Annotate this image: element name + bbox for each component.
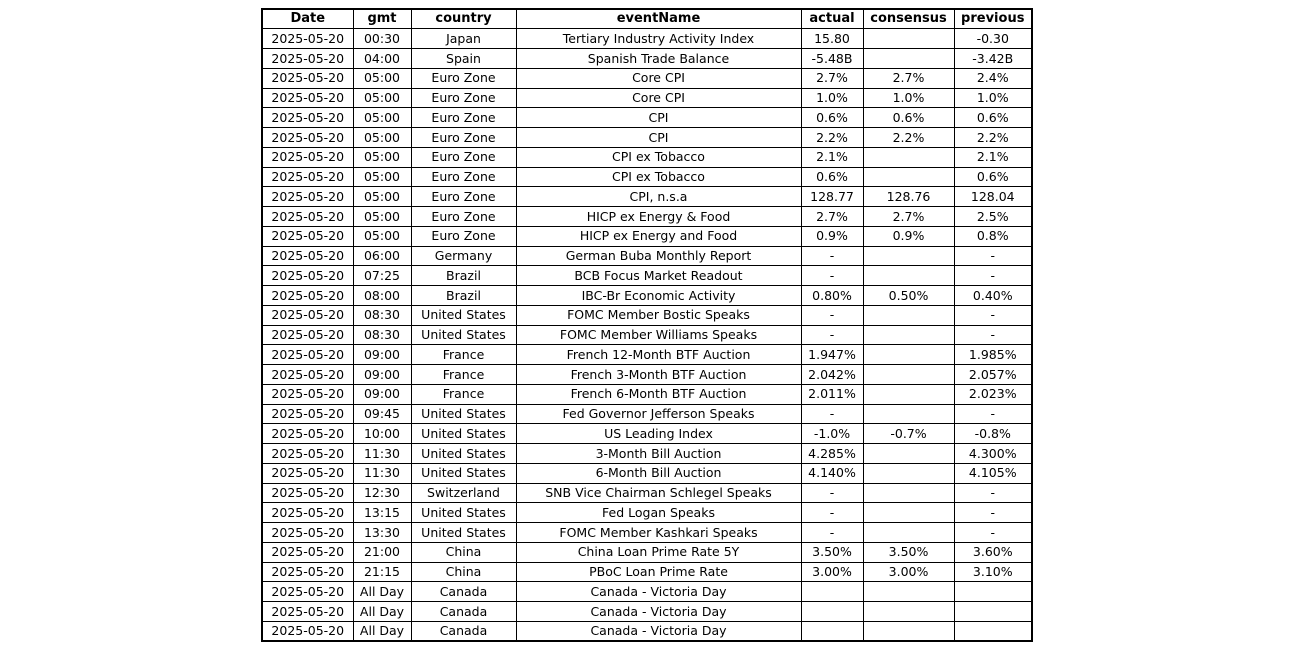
cell-date: 2025-05-20 xyxy=(262,108,353,128)
cell-consensus: 128.76 xyxy=(863,187,954,207)
table-row xyxy=(262,562,1032,582)
cell-previous: 0.6% xyxy=(954,167,1032,187)
cell-eventname: French 12-Month BTF Auction xyxy=(516,345,801,365)
cell-actual: 1.947% xyxy=(801,345,863,365)
cell-actual: 0.9% xyxy=(801,226,863,246)
cell-previous: 3.60% xyxy=(954,542,1032,562)
table-row xyxy=(262,246,1032,266)
column-header-actual: actual xyxy=(801,9,863,29)
cell-gmt: 04:00 xyxy=(353,49,411,69)
cell-previous xyxy=(954,582,1032,602)
cell-gmt: 21:00 xyxy=(353,542,411,562)
cell-gmt: 08:00 xyxy=(353,286,411,306)
cell-consensus: 2.7% xyxy=(863,68,954,88)
cell-eventname: HICP ex Energy & Food xyxy=(516,207,801,227)
cell-previous: 2.023% xyxy=(954,384,1032,404)
cell-date: 2025-05-20 xyxy=(262,542,353,562)
cell-eventname: 3-Month Bill Auction xyxy=(516,444,801,464)
table-row xyxy=(262,167,1032,187)
cell-country: United States xyxy=(411,503,516,523)
cell-actual: 3.50% xyxy=(801,542,863,562)
cell-gmt: 06:00 xyxy=(353,246,411,266)
cell-gmt: 08:30 xyxy=(353,305,411,325)
cell-eventname: FOMC Member Williams Speaks xyxy=(516,325,801,345)
cell-country: Canada xyxy=(411,602,516,622)
cell-actual: 0.80% xyxy=(801,286,863,306)
table-body xyxy=(262,29,1032,641)
cell-previous: - xyxy=(954,483,1032,503)
cell-date: 2025-05-20 xyxy=(262,602,353,622)
cell-country: Euro Zone xyxy=(411,226,516,246)
cell-date: 2025-05-20 xyxy=(262,523,353,543)
cell-previous: - xyxy=(954,523,1032,543)
cell-gmt: 10:00 xyxy=(353,424,411,444)
cell-consensus xyxy=(863,384,954,404)
cell-actual: 15.80 xyxy=(801,29,863,49)
cell-eventname: FOMC Member Kashkari Speaks xyxy=(516,523,801,543)
cell-previous: - xyxy=(954,404,1032,424)
cell-actual: - xyxy=(801,325,863,345)
cell-actual: 128.77 xyxy=(801,187,863,207)
cell-eventname: CPI ex Tobacco xyxy=(516,167,801,187)
cell-previous: -0.30 xyxy=(954,29,1032,49)
cell-eventname: Core CPI xyxy=(516,88,801,108)
cell-actual: - xyxy=(801,305,863,325)
cell-previous: 0.40% xyxy=(954,286,1032,306)
cell-country: Euro Zone xyxy=(411,128,516,148)
cell-eventname: 6-Month Bill Auction xyxy=(516,463,801,483)
header-row xyxy=(262,9,1032,29)
column-header-date: Date xyxy=(262,9,353,29)
cell-consensus xyxy=(863,582,954,602)
cell-country: Euro Zone xyxy=(411,167,516,187)
cell-consensus: -0.7% xyxy=(863,424,954,444)
cell-gmt: 05:00 xyxy=(353,207,411,227)
cell-previous: - xyxy=(954,266,1032,286)
cell-eventname: French 6-Month BTF Auction xyxy=(516,384,801,404)
cell-actual: 2.011% xyxy=(801,384,863,404)
cell-consensus: 2.7% xyxy=(863,207,954,227)
cell-date: 2025-05-20 xyxy=(262,226,353,246)
cell-date: 2025-05-20 xyxy=(262,128,353,148)
cell-gmt: 09:00 xyxy=(353,384,411,404)
column-header-country: country xyxy=(411,9,516,29)
cell-date: 2025-05-20 xyxy=(262,384,353,404)
table-row xyxy=(262,88,1032,108)
cell-previous: 1.985% xyxy=(954,345,1032,365)
table-row xyxy=(262,187,1032,207)
cell-date: 2025-05-20 xyxy=(262,404,353,424)
cell-consensus xyxy=(863,444,954,464)
cell-country: Canada xyxy=(411,621,516,641)
cell-previous xyxy=(954,602,1032,622)
cell-actual: 2.042% xyxy=(801,365,863,385)
cell-gmt: 09:45 xyxy=(353,404,411,424)
cell-eventname: FOMC Member Bostic Speaks xyxy=(516,305,801,325)
cell-date: 2025-05-20 xyxy=(262,365,353,385)
table-row xyxy=(262,503,1032,523)
cell-eventname: Canada - Victoria Day xyxy=(516,602,801,622)
cell-date: 2025-05-20 xyxy=(262,266,353,286)
cell-country: China xyxy=(411,542,516,562)
table-row xyxy=(262,226,1032,246)
cell-country: France xyxy=(411,365,516,385)
cell-country: Brazil xyxy=(411,266,516,286)
column-header-previous: previous xyxy=(954,9,1032,29)
cell-previous: -0.8% xyxy=(954,424,1032,444)
cell-actual: 1.0% xyxy=(801,88,863,108)
cell-previous: -3.42B xyxy=(954,49,1032,69)
cell-previous: - xyxy=(954,246,1032,266)
cell-eventname: Tertiary Industry Activity Index xyxy=(516,29,801,49)
cell-gmt: 00:30 xyxy=(353,29,411,49)
cell-eventname: CPI xyxy=(516,108,801,128)
cell-country: Euro Zone xyxy=(411,88,516,108)
cell-country: Euro Zone xyxy=(411,207,516,227)
table-row xyxy=(262,621,1032,641)
cell-country: United States xyxy=(411,424,516,444)
cell-actual: 0.6% xyxy=(801,108,863,128)
table-row xyxy=(262,365,1032,385)
cell-gmt: 09:00 xyxy=(353,365,411,385)
cell-country: United States xyxy=(411,325,516,345)
table-row xyxy=(262,325,1032,345)
cell-date: 2025-05-20 xyxy=(262,187,353,207)
cell-previous: 2.5% xyxy=(954,207,1032,227)
cell-actual: -5.48B xyxy=(801,49,863,69)
cell-date: 2025-05-20 xyxy=(262,68,353,88)
cell-actual: 2.1% xyxy=(801,147,863,167)
cell-consensus xyxy=(863,621,954,641)
cell-previous xyxy=(954,621,1032,641)
cell-eventname: PBoC Loan Prime Rate xyxy=(516,562,801,582)
table-row xyxy=(262,542,1032,562)
cell-previous: - xyxy=(954,325,1032,345)
column-header-eventname: eventName xyxy=(516,9,801,29)
cell-eventname: IBC-Br Economic Activity xyxy=(516,286,801,306)
cell-consensus xyxy=(863,266,954,286)
cell-country: United States xyxy=(411,404,516,424)
column-header-gmt: gmt xyxy=(353,9,411,29)
cell-gmt: 13:15 xyxy=(353,503,411,523)
cell-eventname: Canada - Victoria Day xyxy=(516,621,801,641)
cell-date: 2025-05-20 xyxy=(262,147,353,167)
cell-country: Switzerland xyxy=(411,483,516,503)
cell-gmt: All Day xyxy=(353,582,411,602)
table-row xyxy=(262,147,1032,167)
cell-gmt: 13:30 xyxy=(353,523,411,543)
cell-consensus xyxy=(863,29,954,49)
table-row xyxy=(262,286,1032,306)
cell-eventname: China Loan Prime Rate 5Y xyxy=(516,542,801,562)
cell-country: Brazil xyxy=(411,286,516,306)
cell-actual: 3.00% xyxy=(801,562,863,582)
cell-country: Euro Zone xyxy=(411,68,516,88)
cell-actual: -1.0% xyxy=(801,424,863,444)
cell-eventname: Fed Governor Jefferson Speaks xyxy=(516,404,801,424)
cell-actual: - xyxy=(801,246,863,266)
cell-gmt: All Day xyxy=(353,602,411,622)
table-row xyxy=(262,207,1032,227)
cell-gmt: 11:30 xyxy=(353,463,411,483)
cell-gmt: 08:30 xyxy=(353,325,411,345)
cell-eventname: BCB Focus Market Readout xyxy=(516,266,801,286)
cell-eventname: Fed Logan Speaks xyxy=(516,503,801,523)
cell-actual: 4.285% xyxy=(801,444,863,464)
cell-actual: - xyxy=(801,503,863,523)
table-row xyxy=(262,266,1032,286)
cell-country: Canada xyxy=(411,582,516,602)
cell-previous: 3.10% xyxy=(954,562,1032,582)
cell-previous: 2.057% xyxy=(954,365,1032,385)
cell-gmt: 12:30 xyxy=(353,483,411,503)
cell-eventname: US Leading Index xyxy=(516,424,801,444)
cell-consensus xyxy=(863,483,954,503)
cell-date: 2025-05-20 xyxy=(262,325,353,345)
cell-previous: 4.105% xyxy=(954,463,1032,483)
cell-gmt: 09:00 xyxy=(353,345,411,365)
cell-date: 2025-05-20 xyxy=(262,88,353,108)
cell-consensus: 0.9% xyxy=(863,226,954,246)
cell-gmt: 05:00 xyxy=(353,88,411,108)
cell-previous: 2.1% xyxy=(954,147,1032,167)
table-row xyxy=(262,463,1032,483)
cell-country: United States xyxy=(411,463,516,483)
cell-consensus xyxy=(863,167,954,187)
cell-date: 2025-05-20 xyxy=(262,246,353,266)
cell-consensus xyxy=(863,602,954,622)
cell-eventname: Spanish Trade Balance xyxy=(516,49,801,69)
cell-date: 2025-05-20 xyxy=(262,167,353,187)
table-row xyxy=(262,29,1032,49)
cell-consensus: 0.50% xyxy=(863,286,954,306)
cell-consensus xyxy=(863,325,954,345)
cell-previous: - xyxy=(954,305,1032,325)
cell-consensus: 3.00% xyxy=(863,562,954,582)
cell-date: 2025-05-20 xyxy=(262,483,353,503)
table-row xyxy=(262,128,1032,148)
cell-eventname: CPI ex Tobacco xyxy=(516,147,801,167)
cell-date: 2025-05-20 xyxy=(262,207,353,227)
cell-consensus: 2.2% xyxy=(863,128,954,148)
cell-country: Euro Zone xyxy=(411,108,516,128)
cell-gmt: 05:00 xyxy=(353,128,411,148)
table-row xyxy=(262,68,1032,88)
cell-country: China xyxy=(411,562,516,582)
cell-consensus xyxy=(863,523,954,543)
cell-previous: 128.04 xyxy=(954,187,1032,207)
cell-country: France xyxy=(411,345,516,365)
cell-consensus: 1.0% xyxy=(863,88,954,108)
cell-country: Germany xyxy=(411,246,516,266)
cell-country: Euro Zone xyxy=(411,147,516,167)
table-row xyxy=(262,49,1032,69)
cell-previous: 0.8% xyxy=(954,226,1032,246)
cell-consensus xyxy=(863,305,954,325)
cell-date: 2025-05-20 xyxy=(262,345,353,365)
table-row xyxy=(262,404,1032,424)
table-row xyxy=(262,384,1032,404)
table-row xyxy=(262,582,1032,602)
cell-consensus xyxy=(863,404,954,424)
cell-previous: 0.6% xyxy=(954,108,1032,128)
table-row xyxy=(262,345,1032,365)
cell-eventname: SNB Vice Chairman Schlegel Speaks xyxy=(516,483,801,503)
cell-date: 2025-05-20 xyxy=(262,424,353,444)
table-row xyxy=(262,483,1032,503)
cell-date: 2025-05-20 xyxy=(262,49,353,69)
cell-actual: 2.7% xyxy=(801,207,863,227)
cell-consensus xyxy=(863,49,954,69)
cell-date: 2025-05-20 xyxy=(262,562,353,582)
cell-gmt: 05:00 xyxy=(353,68,411,88)
table-row xyxy=(262,523,1032,543)
cell-date: 2025-05-20 xyxy=(262,444,353,464)
economic-calendar-table xyxy=(261,8,1033,642)
cell-previous: 2.4% xyxy=(954,68,1032,88)
cell-country: United States xyxy=(411,523,516,543)
cell-date: 2025-05-20 xyxy=(262,463,353,483)
table-row xyxy=(262,108,1032,128)
cell-actual xyxy=(801,621,863,641)
economic-calendar xyxy=(261,8,1033,642)
cell-actual: 2.7% xyxy=(801,68,863,88)
cell-eventname: CPI xyxy=(516,128,801,148)
cell-consensus: 3.50% xyxy=(863,542,954,562)
cell-consensus xyxy=(863,503,954,523)
cell-gmt: 11:30 xyxy=(353,444,411,464)
cell-previous: 1.0% xyxy=(954,88,1032,108)
cell-country: Japan xyxy=(411,29,516,49)
cell-country: Spain xyxy=(411,49,516,69)
cell-date: 2025-05-20 xyxy=(262,29,353,49)
cell-previous: 2.2% xyxy=(954,128,1032,148)
cell-date: 2025-05-20 xyxy=(262,621,353,641)
cell-country: United States xyxy=(411,305,516,325)
cell-eventname: French 3-Month BTF Auction xyxy=(516,365,801,385)
cell-consensus: 0.6% xyxy=(863,108,954,128)
cell-country: France xyxy=(411,384,516,404)
cell-actual xyxy=(801,602,863,622)
cell-eventname: CPI, n.s.a xyxy=(516,187,801,207)
cell-actual xyxy=(801,582,863,602)
cell-gmt: 07:25 xyxy=(353,266,411,286)
cell-consensus xyxy=(863,147,954,167)
cell-date: 2025-05-20 xyxy=(262,582,353,602)
cell-date: 2025-05-20 xyxy=(262,503,353,523)
cell-country: United States xyxy=(411,444,516,464)
cell-consensus xyxy=(863,345,954,365)
table-row xyxy=(262,444,1032,464)
cell-actual: - xyxy=(801,404,863,424)
cell-country: Euro Zone xyxy=(411,187,516,207)
cell-eventname: German Buba Monthly Report xyxy=(516,246,801,266)
cell-gmt: 05:00 xyxy=(353,226,411,246)
cell-gmt: 05:00 xyxy=(353,187,411,207)
cell-date: 2025-05-20 xyxy=(262,305,353,325)
cell-actual: 0.6% xyxy=(801,167,863,187)
cell-consensus xyxy=(863,463,954,483)
cell-actual: 2.2% xyxy=(801,128,863,148)
table-row xyxy=(262,602,1032,622)
table-row xyxy=(262,305,1032,325)
table-row xyxy=(262,424,1032,444)
cell-consensus xyxy=(863,246,954,266)
cell-gmt: 05:00 xyxy=(353,167,411,187)
cell-actual: - xyxy=(801,523,863,543)
cell-gmt: 21:15 xyxy=(353,562,411,582)
cell-date: 2025-05-20 xyxy=(262,286,353,306)
cell-eventname: Canada - Victoria Day xyxy=(516,582,801,602)
cell-eventname: Core CPI xyxy=(516,68,801,88)
cell-gmt: 05:00 xyxy=(353,147,411,167)
cell-previous: 4.300% xyxy=(954,444,1032,464)
cell-previous: - xyxy=(954,503,1032,523)
cell-gmt: All Day xyxy=(353,621,411,641)
cell-eventname: HICP ex Energy and Food xyxy=(516,226,801,246)
cell-gmt: 05:00 xyxy=(353,108,411,128)
cell-consensus xyxy=(863,365,954,385)
cell-actual: - xyxy=(801,266,863,286)
cell-actual: 4.140% xyxy=(801,463,863,483)
column-header-consensus: consensus xyxy=(863,9,954,29)
cell-actual: - xyxy=(801,483,863,503)
